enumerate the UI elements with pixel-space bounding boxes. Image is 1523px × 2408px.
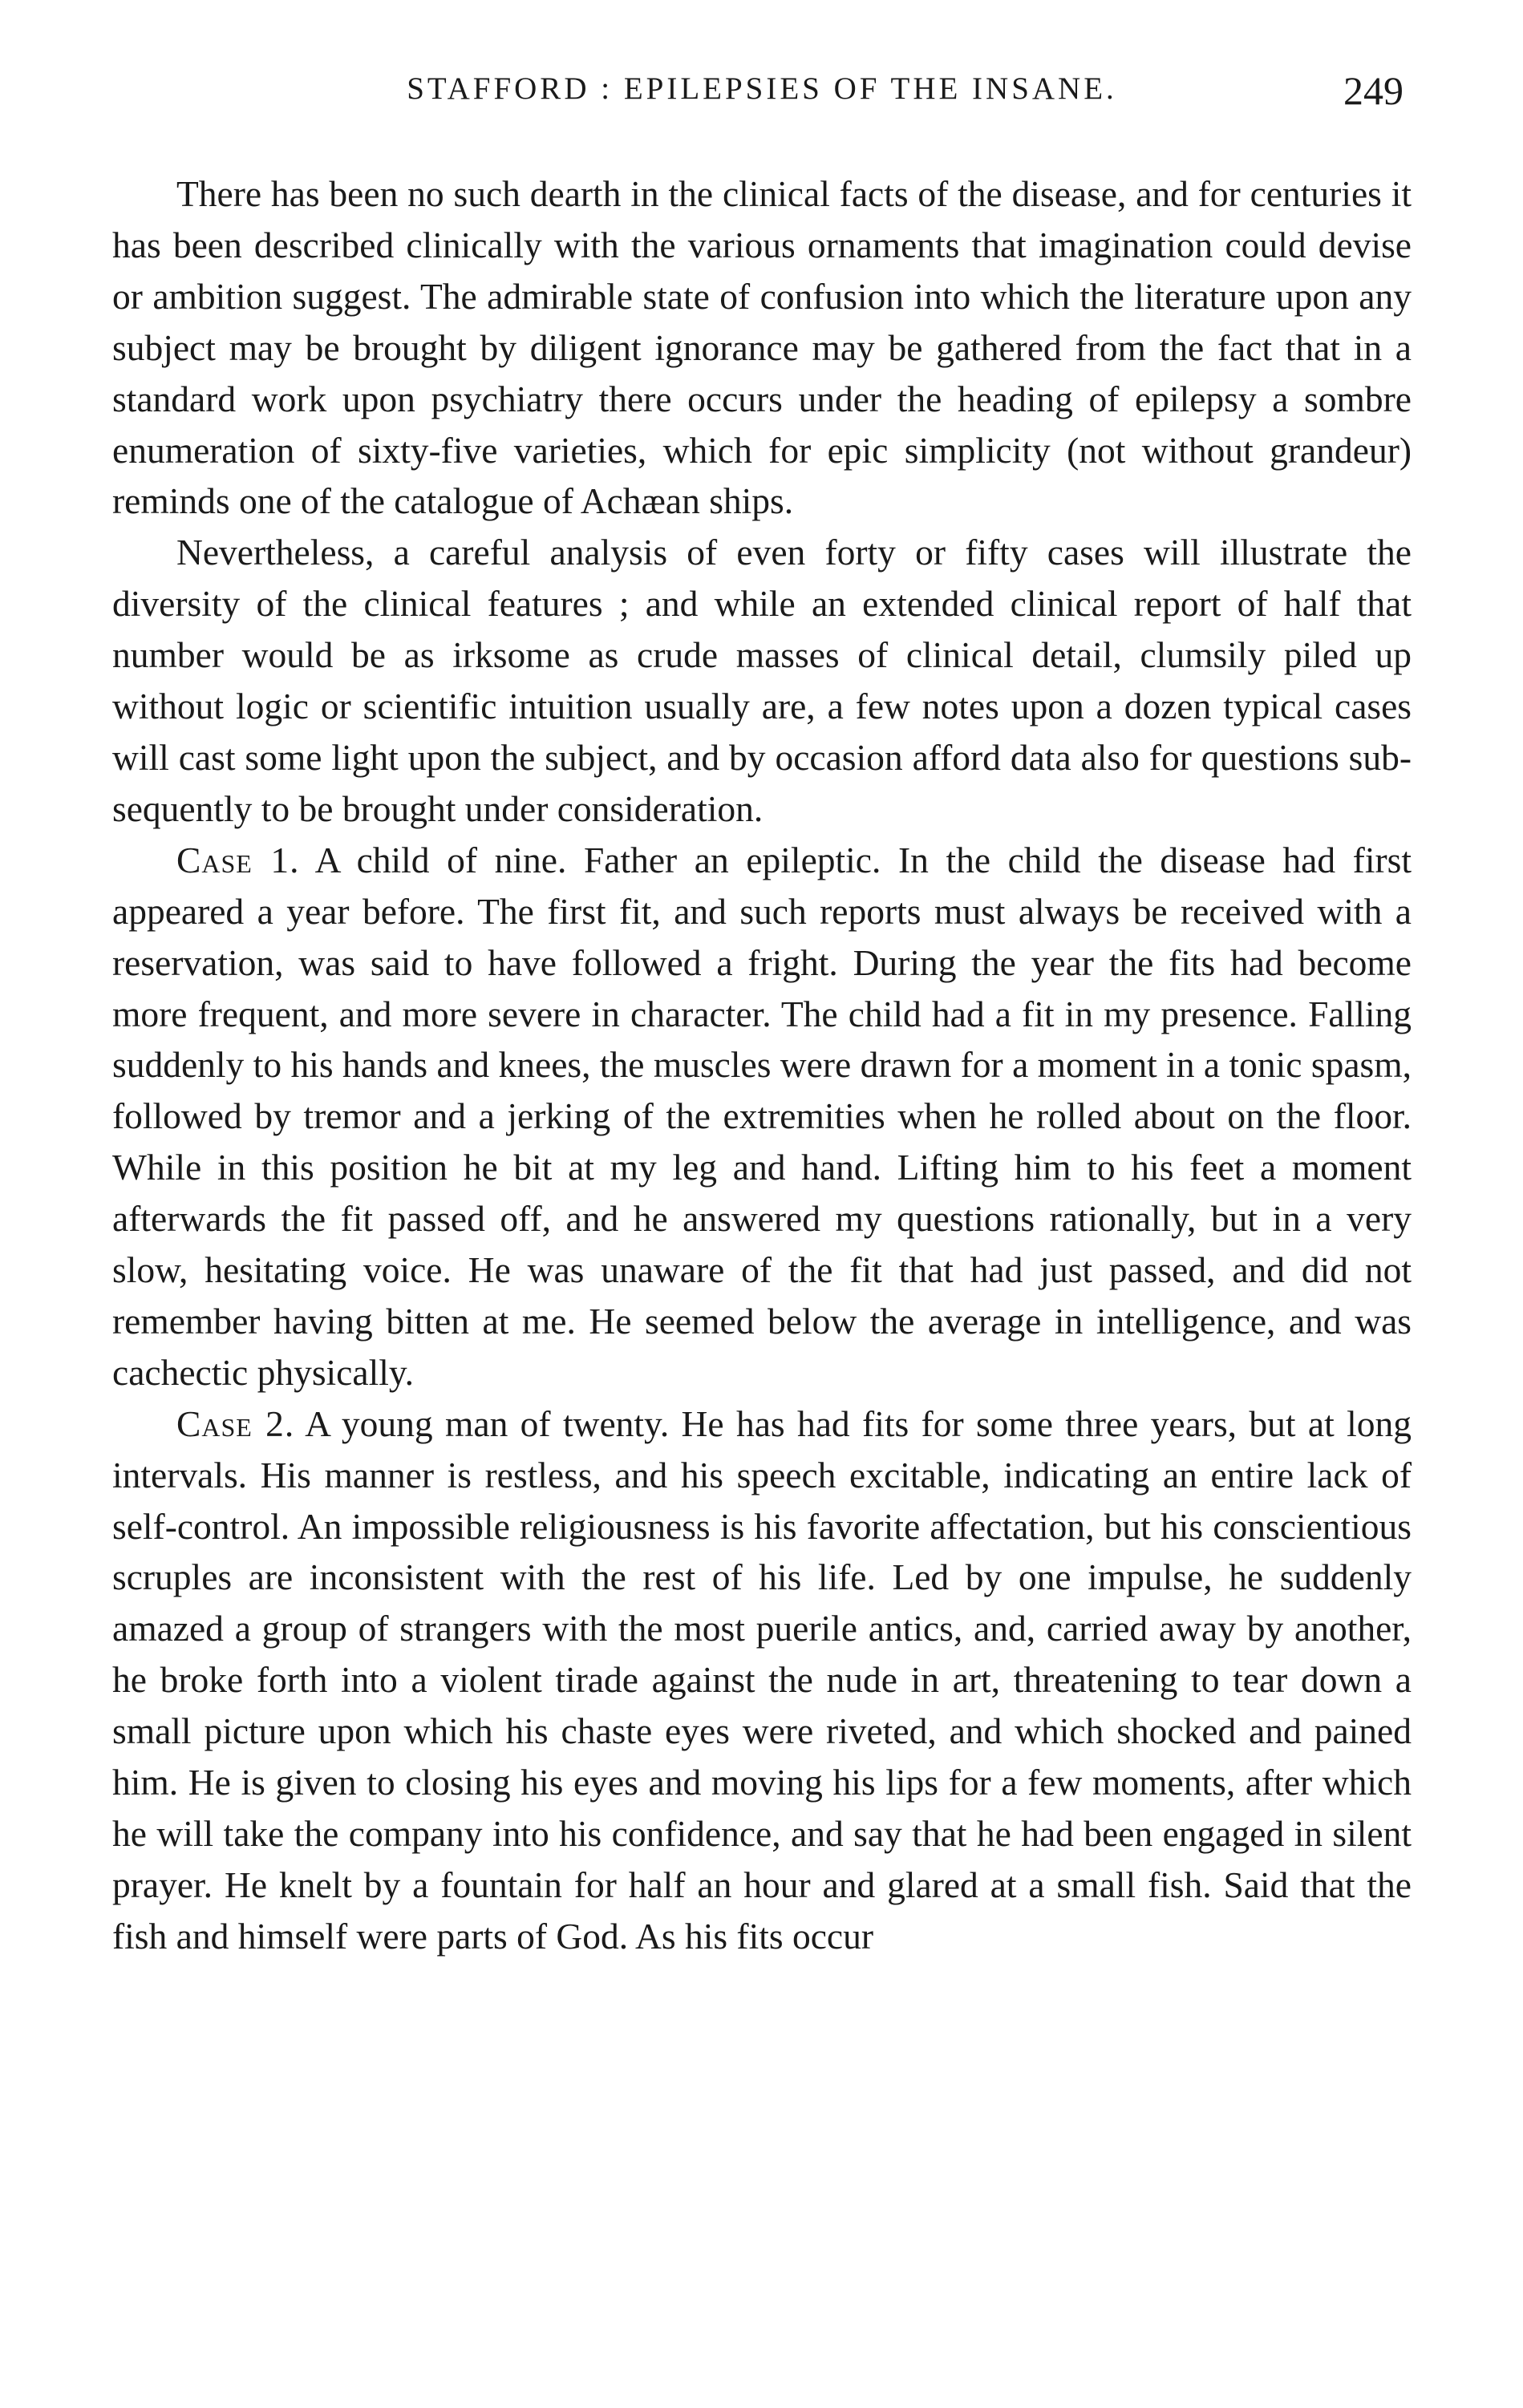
paragraph-text: There has been no such dearth in the clinical facts of the disease, and for centuries it has been described clinically with the various ornaments that imagination could devise or ambition suggest. The admirable state of confusion into which the literature upon any subject may be brought by diligent ignorance may be gathered from the fact that in a standard work upon psychiatry there occurs under the heading of epilepsy a sombre enumeration of sixty-five varieties, which for epic simplicity (not without grandeur) reminds one of the catalogue of Achæan ships. (112, 173, 1412, 522)
paragraph-text: Nevertheless, a careful analysis of even forty or fifty cases will illustrate the diversity of the clinical features ; and while an extended clinical report of half that number would be as irksome as crude masses of clinical detail, clumsily piled up without logic or scientific intuition usually are, a few notes upon a dozen typical cases will cast some light upon the subject, and by occasion afford data also for questions subsequently to be brought under consideration. (112, 532, 1412, 829)
running-header (112, 68, 1412, 127)
page-number: 249 (1343, 68, 1404, 113)
case-paragraph (112, 1398, 1412, 1962)
paragraph-text: A young man of twenty. He has had fits for some three years, but at long intervals. His manner is restless, and his speech excitable, indicating an entire lack of self-control. An impossible religiousness is his favorite affectation, but his conscientious scruples are inconsistent with the rest of his life. Led by one impulse, he suddenly amazed a group of strangers with the most puerile antics, and, carried away by another, he broke forth into a violent tirade against the nude in art, threatening to tear down a small picture upon which his chaste eyes were riveted, and which shocked and pained him. He is given to closing his eyes and moving his lips for a few moments, after which he will take the company into his confidence, and say that he had been engaged in silent prayer. He knelt by a fountain for half an hour and glared at a small fish. Said that the fish and himself were parts of God. As his fits occur (112, 1402, 1412, 1957)
running-title: STAFFORD : EPILEPSIES OF THE INSANE. (407, 71, 1117, 106)
paragraph (112, 168, 1412, 527)
paragraph-text: A child of nine. Father an epileptic. In the child the disease had first appeared a year before. The first fit, and such reports must always be received with a reservation, was said to have followed a fright. During the year the fits had become more frequent, and more severe in character. The child had a fit in my presence. Falling suddenly to his hands and knees, the muscles were drawn for a moment in a tonic spasm, followed by tremor and a jerking of the extremities when he rolled about on the floor. While in this position he bit at my leg and hand. Lifting him to his feet a moment afterwards the fit passed off, and he answered my questions rationally, but in a very slow, hesitating voice. He was unaware of the fit that had just passed, and did not remember having bitten at me. He seemed below the average in intelligence, and was cachectic physically. (112, 839, 1412, 1393)
case-paragraph (112, 835, 1412, 1398)
case-label: Case 2. (176, 1402, 295, 1444)
case-label: Case 1. (176, 839, 300, 880)
book-page (112, 68, 1412, 1962)
paragraph (112, 527, 1412, 834)
body-text (112, 168, 1412, 1962)
